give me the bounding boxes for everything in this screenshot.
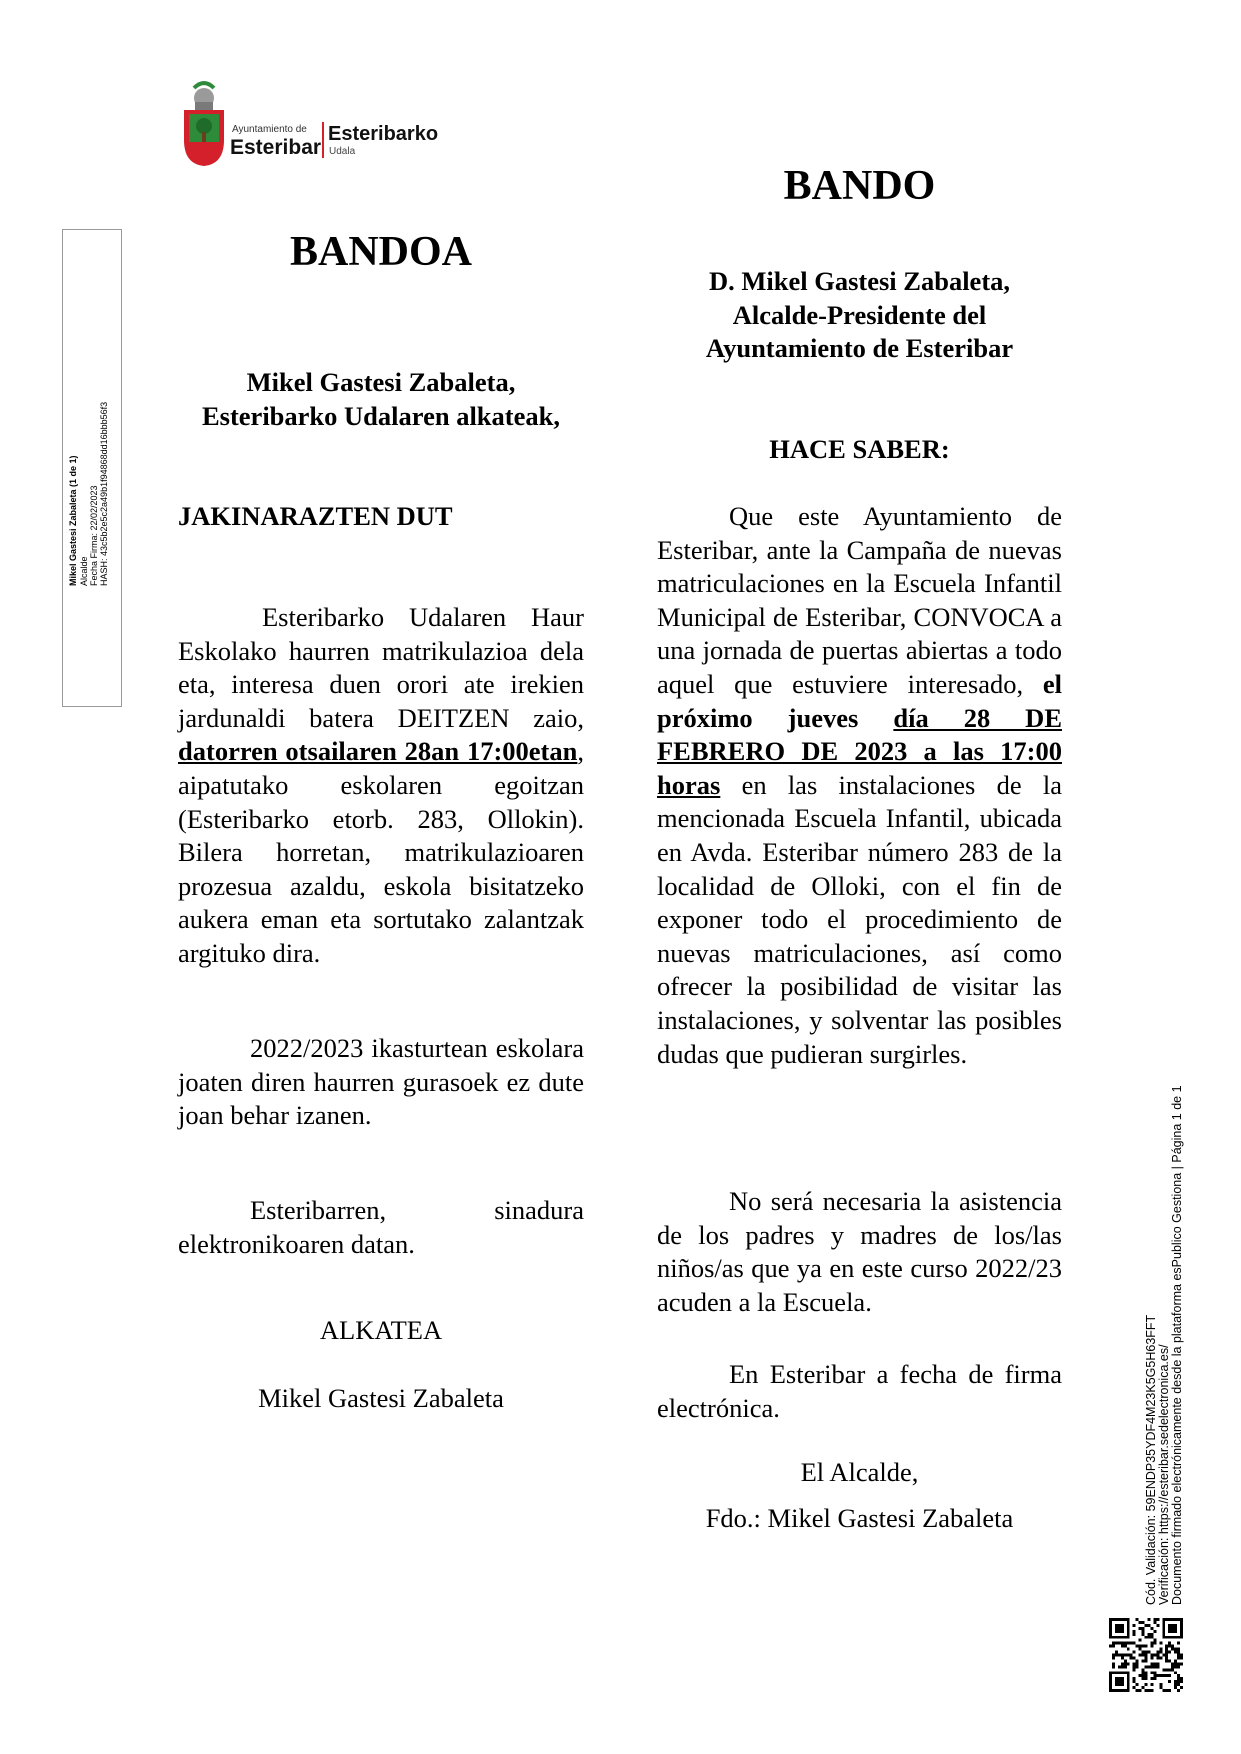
basque-mayor-heading — [178, 366, 584, 433]
spanish-p1-text: Que este Ayuntamiento de Esteribar, ante la Campaña de nuevas matriculaciones en la Escuela Infantil Municipal de Esteribar, CONVOCA a una jornada de puertas abiertas a todo aquel que estuviere interesado, — [657, 501, 1062, 699]
basque-p1-highlight: datorren otsailaren 28an 17:00etan — [178, 736, 578, 767]
stamp-name: Mikel Gastesi Zabaleta (1 de 1) — [68, 455, 78, 586]
stamp-hash: HASH: 43c5b2e5c2a49b1f94868dd16bbb56f3 — [99, 401, 109, 586]
spanish-p2-text: No será necesaria la asistencia de los padres y madres de los/las niños/as que ya en este curso 2022/23 acuden a la Escuela. — [657, 1186, 1062, 1317]
basque-p3-text: Esteribarren, sinadura elektronikoaren datan. — [178, 1195, 584, 1259]
basque-title: BANDOA — [289, 229, 472, 275]
logo-divider — [322, 122, 324, 158]
basque-signer-name: Mikel Gastesi Zabaleta — [258, 1383, 504, 1413]
spanish-mayor-line1: D. Mikel Gastesi Zabaleta, — [708, 266, 1011, 296]
basque-signer-title: ALKATEA — [319, 1315, 443, 1345]
basque-paragraph-3 — [178, 1194, 584, 1261]
basque-mayor-line1: Mikel Gastesi Zabaleta, — [246, 367, 516, 397]
stamp-date: Fecha Firma: 22/02/2023 — [89, 485, 99, 586]
basque-mayor-line2: Esteribarko Udalaren alkateak, — [201, 400, 560, 431]
basque-p1-text: Esteribarko Udalaren Haur Eskolako haurren matrikulazioa dela eta, interesa duen orori ate irekien jardunaldi batera DEITZEN zaio, — [178, 602, 584, 733]
spanish-p1-bold: el próximo jueves — [657, 668, 1062, 733]
spanish-mayor-heading — [657, 265, 1062, 366]
coat-of-arms-icon — [184, 83, 224, 166]
validation-note: Documento firmado electrónicamente desde la plataforma esPublico Gestiona | Página 1 de 1 — [1170, 1085, 1184, 1605]
spanish-p3-text: En Esteribar a fecha de firma electrónica. — [657, 1359, 1062, 1423]
logo-es-text: Esteribar — [230, 136, 322, 159]
validation-code: Cód. Validación: 59ENDP35YDF4M23K5G5H63FFT — [1144, 1314, 1158, 1605]
stamp-role: Alcalde — [79, 556, 89, 586]
spanish-mayor-line3: Ayuntamiento de Esteribar — [705, 333, 1014, 364]
spanish-mayor-line2: Alcalde-Presidente del — [732, 299, 987, 330]
spanish-paragraph-3 — [657, 1358, 1062, 1425]
basque-column — [178, 229, 584, 275]
spanish-column — [657, 163, 1062, 209]
basque-announce: JAKINARAZTEN DUT — [178, 501, 453, 531]
qr-code-icon — [1109, 1618, 1183, 1692]
spanish-signer-title: El Alcalde, — [800, 1457, 919, 1487]
spanish-paragraph-1 — [657, 500, 1062, 1071]
logo-eu-text: Esteribarko — [328, 123, 439, 145]
spanish-signer-name: Fdo.: Mikel Gastesi Zabaleta — [705, 1503, 1014, 1533]
spanish-p1-rest: en las instalaciones de la mencionada Escuela Infantil, ubicada en Avda. Esteribar número 283 de la localidad de Olloki, con el fin de exponer todo el procedimiento de nuevas matriculaciones, así como ofrecer la posibilidad de visitar las instalaciones, y solventar las posibles dudas que pudieran surgirles. — [657, 769, 1062, 1069]
basque-p1-rest: , aipatutako eskolaren egoitzan (Esteribarko etorb. 283, Ollokin). Bilera horretan, matrikulazioaren prozesua azaldu, eskola bisitatzeko aukera eman eta sortutako zalantzak argituko dira. — [178, 736, 584, 968]
logo-small-text: Ayuntamiento de — [232, 124, 307, 135]
spanish-title: BANDO — [783, 163, 936, 209]
spanish-announce: HACE SABER: — [769, 434, 950, 464]
logo-udala-text: Udala — [329, 146, 356, 157]
basque-paragraph-1 — [178, 601, 584, 971]
validation-url: Verificación: https://esteribar.sedelectronica.es/ — [1157, 1344, 1171, 1605]
municipal-logo — [180, 78, 450, 168]
spanish-paragraph-2 — [657, 1185, 1062, 1319]
spanish-p1-highlight: día 28 DE FEBRERO DE 2023 a las 17:00 horas — [657, 702, 1062, 800]
basque-p2-text: 2022/2023 ikasturtean eskolara joaten diren haurren gurasoek ez dute joan behar izanen. — [178, 1033, 584, 1131]
basque-paragraph-2 — [178, 1032, 584, 1133]
